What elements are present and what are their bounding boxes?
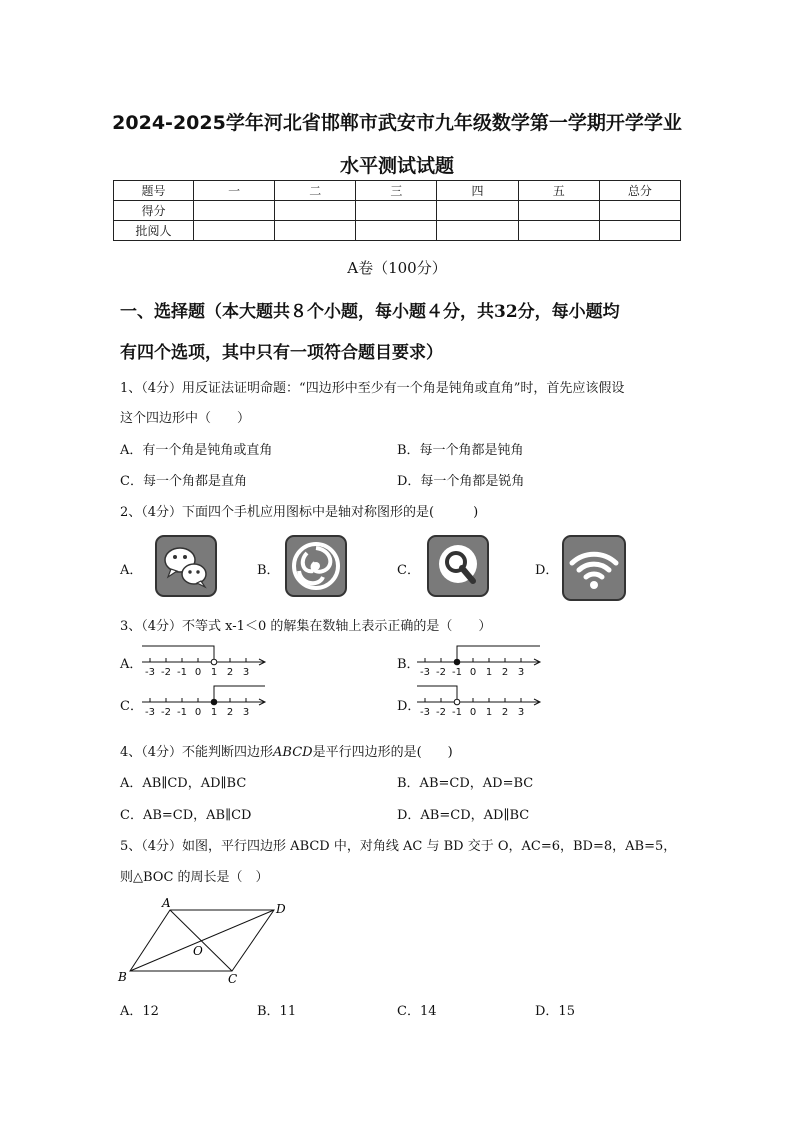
score-table-header-cell: 一 bbox=[194, 181, 275, 201]
score-table-cell bbox=[518, 201, 599, 221]
q5-option-c[interactable]: C．14 bbox=[397, 1004, 437, 1019]
score-table-row bbox=[114, 221, 681, 241]
q3-stem: 3、（4分）不等式 x-1＜0 的解集在数轴上表示正确的是（ ） bbox=[120, 619, 492, 634]
q3-option-d[interactable]: D． bbox=[397, 699, 421, 714]
title-line-2: 水平测试试题 bbox=[339, 155, 454, 177]
q4-option-a[interactable]: A．AB∥CD，AD∥BC bbox=[120, 776, 247, 791]
score-table-cell bbox=[356, 221, 437, 241]
q4-stem bbox=[120, 741, 453, 760]
q1-option-b[interactable]: B．每一个角都是钝角 bbox=[397, 443, 524, 458]
closed-point bbox=[454, 659, 460, 665]
score-table-cell bbox=[194, 201, 275, 221]
q2-option-d[interactable]: D． bbox=[535, 563, 559, 578]
open-point bbox=[211, 659, 217, 665]
score-table-cell bbox=[437, 201, 518, 221]
q4-stem-suffix: 是平行四边形的是( ) bbox=[312, 745, 453, 760]
q1-option-d[interactable]: D．每一个角都是锐角 bbox=[397, 474, 525, 489]
chat-icon bbox=[155, 535, 217, 597]
q2-option-b[interactable]: B． bbox=[257, 563, 280, 578]
tick-label: 0 bbox=[194, 707, 202, 718]
score-table-header-cell: 四 bbox=[437, 181, 518, 201]
solution-ray bbox=[417, 686, 457, 702]
number-line-b bbox=[415, 644, 555, 678]
q3-option-c[interactable]: C． bbox=[120, 699, 143, 714]
vertex-label-d: D bbox=[276, 902, 286, 916]
q1-stem-line-1: 1、（4分）用反证法证明命题：“四边形中至少有一个角是钝角或直角”时，首先应该假设 bbox=[120, 381, 625, 396]
score-table-header-cell: 总分 bbox=[599, 181, 680, 201]
tick-label: -3 bbox=[420, 667, 430, 678]
q4-stem-variable: ABCD bbox=[273, 745, 313, 760]
score-table-cell bbox=[437, 221, 518, 241]
tick-label: -2 bbox=[436, 667, 446, 678]
tick-label: 1 bbox=[210, 707, 218, 718]
score-table-header-cell: 五 bbox=[518, 181, 599, 201]
vertex-label-a: A bbox=[162, 896, 171, 910]
score-table-header-cell: 二 bbox=[275, 181, 356, 201]
tick-label: -1 bbox=[177, 667, 187, 678]
tick-label: -2 bbox=[161, 667, 171, 678]
score-table-cell bbox=[599, 221, 680, 241]
q4-stem-prefix: 4、（4分）不能判断四边形 bbox=[120, 745, 274, 760]
q2-stem: 2、（4分）下面四个手机应用图标中是轴对称图形的是( ) bbox=[120, 505, 479, 520]
solution-ray bbox=[457, 646, 540, 662]
tick-label: -1 bbox=[452, 667, 462, 678]
tick-label: -1 bbox=[177, 707, 187, 718]
score-table-header-cell: 三 bbox=[356, 181, 437, 201]
score-table-cell bbox=[518, 221, 599, 241]
tick-label: 3 bbox=[517, 707, 525, 718]
tick-label: 2 bbox=[501, 667, 509, 678]
volume-label: A卷（100分） bbox=[347, 259, 447, 277]
score-table-cell bbox=[599, 201, 680, 221]
solution-ray bbox=[214, 686, 265, 702]
score-table-header-cell: 题号 bbox=[114, 181, 194, 201]
tick-label: 0 bbox=[469, 707, 477, 718]
tick-label: -2 bbox=[436, 707, 446, 718]
title-line-1: 2024-2025学年河北省邯郸市武安市九年级数学第一学期开学学业 bbox=[112, 112, 682, 134]
open-point bbox=[454, 699, 460, 705]
score-table-cell bbox=[356, 201, 437, 221]
q2-option-a[interactable]: A． bbox=[120, 563, 143, 578]
number-line-d bbox=[415, 684, 555, 718]
tick-label: 3 bbox=[242, 667, 250, 678]
tick-label: -3 bbox=[145, 707, 155, 718]
score-table-cell bbox=[194, 221, 275, 241]
swirl-icon bbox=[285, 535, 347, 597]
q4-option-b[interactable]: B．AB=CD，AD=BC bbox=[397, 776, 534, 791]
score-table-row bbox=[114, 201, 681, 221]
tick-label: -3 bbox=[420, 707, 430, 718]
score-table-cell bbox=[275, 221, 356, 241]
tick-label: 1 bbox=[210, 667, 218, 678]
score-table-cell: 批阅人 bbox=[114, 221, 194, 241]
score-table-cell: 得分 bbox=[114, 201, 194, 221]
tick-label: -1 bbox=[452, 707, 462, 718]
q5-stem-line-2: 则△BOC 的周长是（ ） bbox=[120, 870, 269, 885]
section-heading-line-1: 一、选择题（本大题共８个小题，每小题４分，共32分，每小题均 bbox=[120, 302, 620, 322]
tick-label: 2 bbox=[226, 707, 234, 718]
tick-label: 1 bbox=[485, 707, 493, 718]
q5-option-d[interactable]: D．15 bbox=[535, 1004, 575, 1019]
parallelogram-figure bbox=[112, 893, 292, 988]
q3-option-b[interactable]: B． bbox=[397, 657, 420, 672]
q1-stem-line-2: 这个四边形中（ ） bbox=[120, 411, 251, 426]
tick-label: 0 bbox=[469, 667, 477, 678]
score-table-row bbox=[114, 181, 681, 201]
q3-option-a[interactable]: A． bbox=[120, 657, 143, 672]
q4-option-c[interactable]: C．AB=CD，AB∥CD bbox=[120, 808, 252, 823]
q1-option-a[interactable]: A．有一个角是钝角或直角 bbox=[120, 443, 273, 458]
tick-label: 1 bbox=[485, 667, 493, 678]
search-icon bbox=[427, 535, 489, 597]
q5-stem-line-1: 5、（4分）如图，平行四边形 ABCD 中，对角线 AC 与 BD 交于 O，AC=6，BD=8，AB=5， bbox=[120, 839, 677, 854]
number-line-c bbox=[140, 684, 280, 718]
center-label-o: O bbox=[193, 944, 203, 958]
solution-ray bbox=[142, 646, 214, 662]
tick-label: 2 bbox=[501, 707, 509, 718]
score-table bbox=[113, 180, 681, 241]
tick-label: -3 bbox=[145, 667, 155, 678]
vertex-label-b: B bbox=[118, 970, 127, 984]
number-line-a bbox=[140, 644, 280, 678]
wifi-icon bbox=[562, 535, 626, 601]
q5-option-a[interactable]: A．12 bbox=[120, 1004, 159, 1019]
tick-label: -2 bbox=[161, 707, 171, 718]
tick-label: 3 bbox=[242, 707, 250, 718]
tick-label: 3 bbox=[517, 667, 525, 678]
score-table-cell bbox=[275, 201, 356, 221]
closed-point bbox=[211, 699, 217, 705]
vertex-label-c: C bbox=[228, 972, 238, 986]
tick-label: 2 bbox=[226, 667, 234, 678]
q5-option-b[interactable]: B．11 bbox=[257, 1004, 297, 1019]
q2-option-c[interactable]: C． bbox=[397, 563, 420, 578]
q4-option-d[interactable]: D．AB=CD，AD∥BC bbox=[397, 808, 530, 823]
section-heading-line-2: 有四个选项，其中只有一项符合题目要求） bbox=[120, 343, 443, 363]
q1-option-c[interactable]: C．每一个角都是直角 bbox=[120, 474, 247, 489]
tick-label: 0 bbox=[194, 667, 202, 678]
